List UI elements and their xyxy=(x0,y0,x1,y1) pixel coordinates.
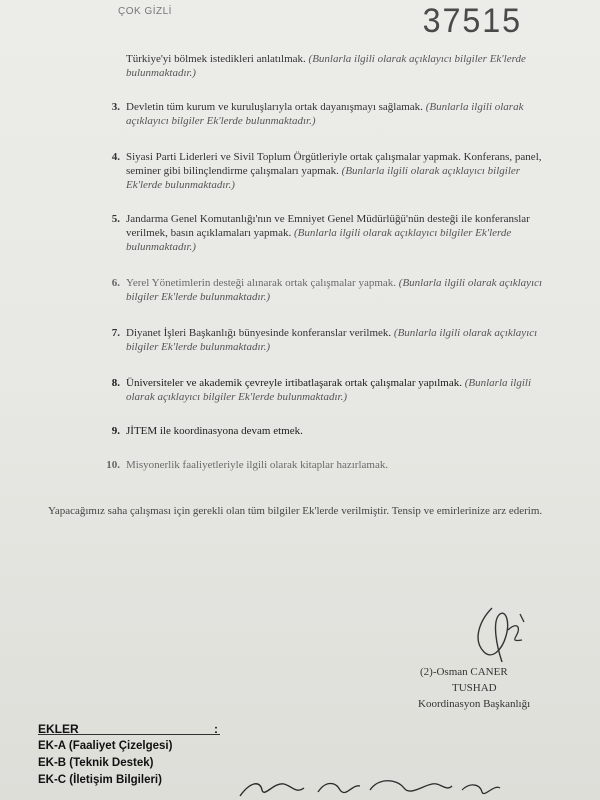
item-text: Yerel Yönetimlerin desteği alınarak ortak çalışmalar yapmak. xyxy=(126,277,397,289)
list-item xyxy=(111,424,556,438)
item-number: 7. xyxy=(111,327,120,339)
signatory-org: TUSHAD xyxy=(452,682,497,694)
item-note: (Bunlarla ilgili olarak açıklayıcı bilgiler Ek'lerde bulunmaktadır.) xyxy=(126,277,543,303)
item-text: Diyanet İşleri Başkanlığı bünyesinde konferanslar verilmek. xyxy=(126,327,392,339)
signatory-title: Koordinasyon Başkanlığı xyxy=(418,698,531,710)
list-item xyxy=(111,150,556,192)
closing-paragraph: Yapacağımız saha çalışması için gerekli olan tüm bilgiler Ek'lerde verilmiştir. Tensip ve emirlerinize arz ederim. xyxy=(48,505,543,517)
item-note: (Bunlarla ilgili olarak açıklayıcı bilgiler Ek'lerde bulunmaktadır.) xyxy=(126,165,521,191)
item-number: 6. xyxy=(111,277,120,289)
list-item xyxy=(106,458,556,472)
list-item xyxy=(111,276,556,304)
item-text: JİTEM ile koordinasyona devam etmek. xyxy=(126,425,303,437)
item-number: 9. xyxy=(111,425,120,437)
item-text: Misyonerlik faaliyetleriyle ilgili olarak kitaplar hazırlamak. xyxy=(126,459,389,471)
item-number: 10. xyxy=(106,459,120,471)
handwritten-scrawl xyxy=(200,772,600,800)
attachment-item: EK-C (İletişim Bilgileri) xyxy=(38,774,162,786)
attachments-title: EKLER xyxy=(38,722,79,736)
item-text: Siyasi Parti Liderleri ve Sivil Toplum Örgütleriyle ortak çalışmalar yapmak. Konferans, panel, seminer gibi bilinçlendirme çalışmaları yapmak. xyxy=(126,151,542,177)
item-text: Üniversiteler ve akademik çevreyle irtibatlaşarak ortak çalışmalar yapılmak. xyxy=(126,377,462,389)
item-text: Devletin tüm kurum ve kuruluşlarıyla ortak dayanışmayı sağlamak. xyxy=(126,101,423,113)
attachment-item: EK-B (Teknik Destek) xyxy=(38,757,154,769)
item-text: Jandarma Genel Komutanlığı'nın ve Emniyet Genel Müdürlüğü'nün desteği ile konferanslar verilmek, basın açıklamaları yapmak. xyxy=(126,213,530,239)
list-item xyxy=(111,100,556,128)
attachments-underline xyxy=(38,734,220,735)
list-item xyxy=(111,326,556,354)
item-number: 4. xyxy=(111,151,120,163)
item-note: (Bunlarla ilgili olarak açıklayıcı bilgiler Ek'lerde bulunmaktadır.) xyxy=(126,227,512,253)
list-item xyxy=(111,212,556,254)
classification-label: ÇOK GİZLİ xyxy=(118,6,172,17)
list-item xyxy=(126,52,556,80)
item-number: 8. xyxy=(111,377,120,389)
item-note: (Bunlarla ilgili olarak açıklayıcı bilgiler Ek'lerde bulunmaktadır.) xyxy=(126,327,538,353)
document-number: 37515 xyxy=(422,2,522,40)
attachments-colon: : xyxy=(214,722,218,736)
item-note: (Bunlarla ilgili olarak açıklayıcı bilgiler Ek'lerde bulunmaktadır.) xyxy=(126,377,532,403)
signatory-name: (2)-Osman CANER xyxy=(420,666,508,678)
list-item xyxy=(111,376,556,404)
item-number: 5. xyxy=(111,213,120,225)
item-note: (Bunlarla ilgili olarak açıklayıcı bilgiler Ek'lerde bulunmaktadır.) xyxy=(126,101,524,127)
item-note: (Bunlarla ilgili olarak açıklayıcı bilgiler Ek'lerde bulunmaktadır.) xyxy=(126,53,526,79)
signature-mark xyxy=(462,600,542,670)
attachment-item: EK-A (Faaliyet Çizelgesi) xyxy=(38,740,173,752)
item-number: 3. xyxy=(111,101,120,113)
item-text: Türkiye'yi bölmek istedikleri anlatılmak. xyxy=(126,53,306,65)
